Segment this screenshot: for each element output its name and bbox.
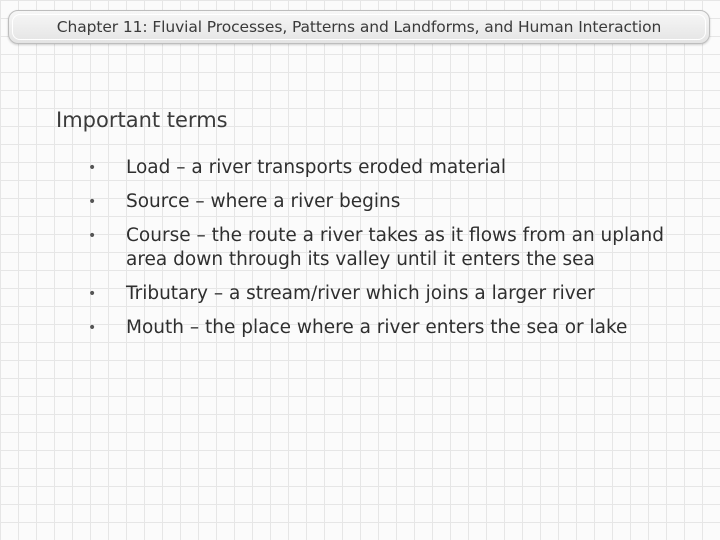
term-text: Source – where a river begins: [126, 191, 401, 212]
slide-title: Chapter 11: Fluvial Processes, Patterns and Landforms, and Human Interaction: [56, 18, 662, 36]
term-item-mouth: [86, 316, 686, 340]
term-text: Tributary – a stream/river which joins a larger river: [126, 283, 595, 304]
bullet-icon: •: [88, 160, 97, 176]
term-item-source: [86, 190, 686, 214]
bullet-icon: •: [88, 320, 97, 336]
term-item-load: [86, 156, 686, 180]
term-text: Mouth – the place where a river enters the sea or lake: [126, 317, 628, 338]
bullet-icon: •: [88, 286, 97, 302]
term-text: Load – a river transports eroded material: [126, 157, 507, 178]
section-heading: Important terms: [56, 108, 228, 132]
bullet-icon: •: [88, 194, 97, 210]
terms-list: [86, 156, 686, 350]
term-item-tributary: [86, 282, 686, 306]
term-item-course: [86, 224, 686, 272]
bullet-icon: •: [88, 228, 97, 244]
slide-title-bar: [8, 10, 710, 44]
term-text: Course – the route a river takes as it flows from an upland area down through its valley until it enters the sea: [126, 225, 664, 270]
